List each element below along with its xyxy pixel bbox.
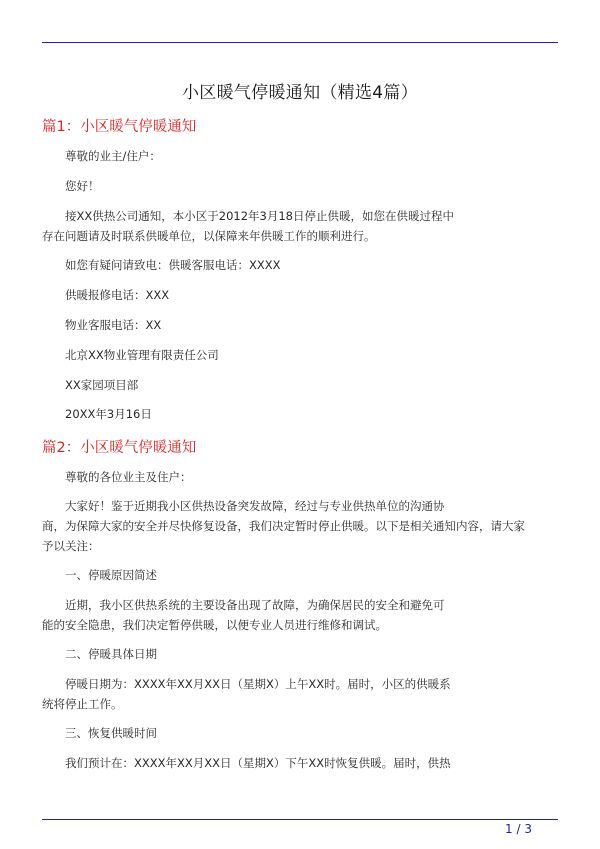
paragraph-line: 统将停止工作。 <box>42 697 123 711</box>
paragraph <box>42 146 558 166</box>
paragraph-line: 予以关注： <box>42 539 100 553</box>
paragraph <box>42 375 558 395</box>
paragraph-line: 尊敬的各位业主及住户： <box>65 470 192 484</box>
paragraph <box>42 404 558 424</box>
paragraph-line: 北京XX物业管理有限责任公司 <box>65 348 219 362</box>
paragraph-line: 尊敬的业主/住户： <box>65 149 161 163</box>
paragraph-line: 商，为保障大家的安全并尽快修复设备，我们决定暂时停止供暖。以下是相关通知内容，请大家 <box>42 519 525 533</box>
paragraph-line: 如您有疑问请致电：供暖客服电话：XXXX <box>65 258 281 272</box>
paragraph-line: 存在问题请及时联系供暖单位，以保障来年供暖工作的顺利进行。 <box>42 229 376 243</box>
paragraph-line: 二、停暖具体日期 <box>65 647 157 661</box>
paragraph <box>42 345 558 365</box>
paragraph <box>42 255 558 275</box>
paragraph-line: 能的安全隐患，我们决定暂停供暖，以便专业人员进行维修和调试。 <box>42 618 387 632</box>
paragraph-line: 接XX供热公司通知，本小区于2012年3月18日停止供暖，如您在供暖过程中 <box>65 209 454 223</box>
paragraph-line: 三、恢复供暖时间 <box>65 726 157 740</box>
header-rule <box>42 42 558 43</box>
paragraph-line: 供暖报修电话：XXX <box>65 288 170 302</box>
paragraph <box>42 467 558 487</box>
paragraph-line: 大家好！鉴于近期我小区供热设备突发故障，经过与专业供热单位的沟通协 <box>65 499 445 513</box>
paragraph <box>42 753 558 773</box>
paragraph <box>42 496 558 556</box>
paragraph <box>42 565 558 585</box>
paragraph <box>42 206 558 246</box>
section-heading-1: 篇1：小区暖气停暖通知 <box>42 119 197 135</box>
paragraph <box>42 315 558 335</box>
paragraph <box>42 176 558 196</box>
document-title: 小区暖气停暖通知（精选4篇） <box>181 83 418 103</box>
paragraph-line: 我们预计在：XXXX年XX月XX日（星期X）下午XX时恢复供暖。届时，供热 <box>65 756 451 770</box>
paragraph <box>42 674 558 714</box>
paragraph-line: 近期，我小区供热系统的主要设备出现了故障，为确保居民的安全和避免可 <box>65 598 445 612</box>
paragraph-line: 20XX年3月16日 <box>65 407 152 421</box>
paragraph <box>42 595 558 635</box>
paragraph-line: XX家园项目部 <box>65 378 139 392</box>
section-heading-2: 篇2：小区暖气停暖通知 <box>42 440 197 456</box>
footer-rule <box>42 819 558 820</box>
paragraph <box>42 644 558 664</box>
paragraph-line: 一、停暖原因简述 <box>65 568 157 582</box>
paragraph <box>42 723 558 743</box>
paragraph <box>42 285 558 305</box>
page-number: 1 / 3 <box>505 822 532 836</box>
paragraph-line: 物业客服电话：XX <box>65 318 162 332</box>
paragraph-line: 您好！ <box>65 179 100 193</box>
paragraph-line: 停暖日期为：XXXX年XX月XX日（星期X）上午XX时。届时，小区的供暖系 <box>65 677 451 691</box>
